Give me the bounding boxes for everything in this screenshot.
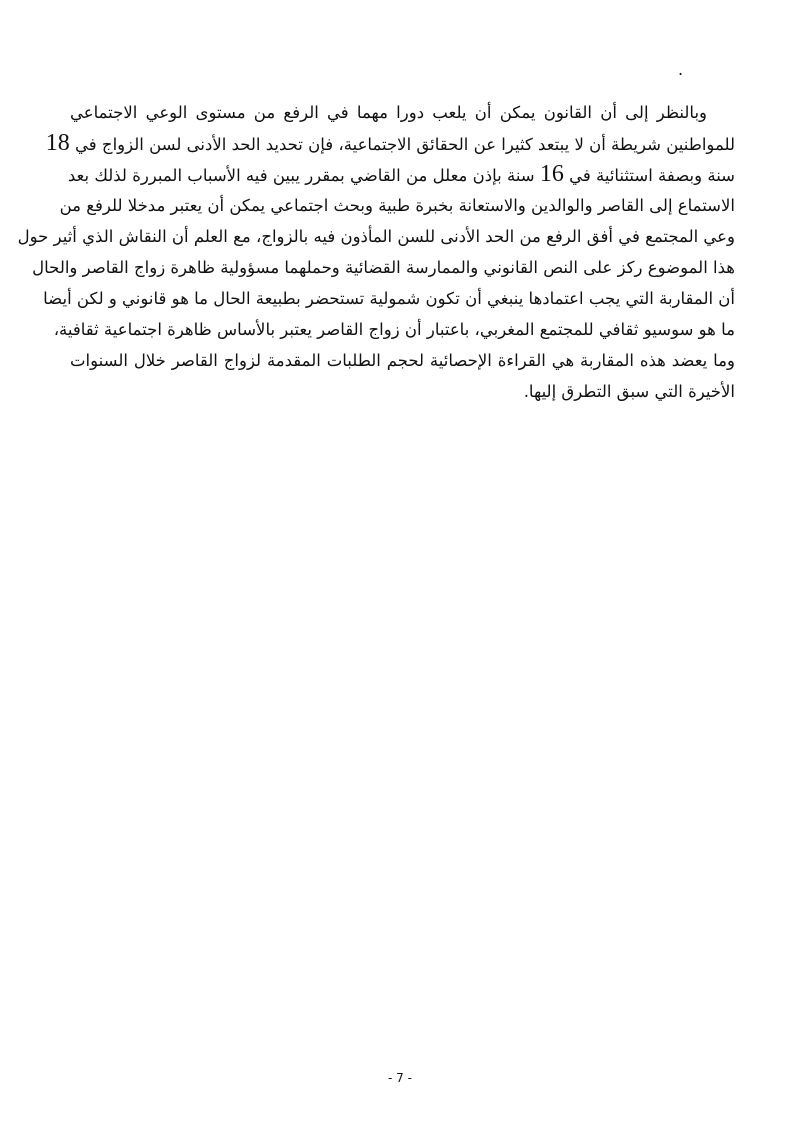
line-text: وعي المجتمع في أفق الرفع من الحد الأدنى للسن المأذون فيه بالزواج، مع العلم أن النقاش الذي أثير حول xyxy=(17,227,735,246)
paragraph-line xyxy=(59,190,735,221)
body-paragraph xyxy=(17,97,735,407)
line-text: سنة بإذن معلل من القاضي بمقرر يبين فيه الأسباب المبررة لذلك بعد xyxy=(67,166,540,185)
line-text: للمواطنين شريطة أن لا يبتعد كثيرا عن الحقائق الاجتماعية، فإن تحديد الحد الأدنى لسن الزواج في xyxy=(69,135,735,154)
line-text: ما هو سوسيو ثقافي للمجتمع المغربي، باعتبار أن زواج القاصر يعتبر بالأساس ظاهرة اجتماعية ثقافية، xyxy=(53,320,735,339)
stray-mark: . xyxy=(678,60,684,79)
paragraph-line xyxy=(17,221,735,252)
line-text: هذا الموضوع ركز على النص القانوني والممارسة القضائية وحملهما مسؤولية ظاهرة زواج القاصر والحال xyxy=(32,258,735,277)
page-number: - 7 - xyxy=(388,1071,412,1085)
line-text: الأخيرة التي سبق التطرق إليها. xyxy=(523,382,735,401)
paragraph-line xyxy=(70,97,735,128)
paragraph-line xyxy=(67,159,735,190)
paragraph-line xyxy=(70,376,735,407)
paragraph-line xyxy=(45,128,735,159)
age-number: 18 xyxy=(45,130,70,156)
age-number: 16 xyxy=(539,161,564,187)
line-text: سنة وبصفة استثنائية في xyxy=(563,166,735,185)
line-text: الاستماع إلى القاصر والوالدين والاستعانة بخبرة طبية وبحث اجتماعي يمكن أن يعتبر مدخلا للرفع من xyxy=(59,196,735,215)
paragraph-line xyxy=(43,283,735,314)
line-text: أن المقاربة التي يجب اعتمادها ينبغي أن تكون شمولية تستحضر بطبيعة الحال ما هو قانوني و لكن أيضا xyxy=(43,289,735,308)
line-text: وبالنظر إلى أن القانون يمكن أن يلعب دورا مهما في الرفع من مستوى الوعي الاجتماعي xyxy=(70,103,707,122)
paragraph-line xyxy=(32,252,735,283)
paragraph-line xyxy=(53,314,735,345)
line-text: وما يعضد هذه المقاربة هي القراءة الإحصائية لحجم الطلبات المقدمة لزواج القاصر خلال السنوات xyxy=(70,351,735,370)
paragraph-line xyxy=(70,345,735,376)
